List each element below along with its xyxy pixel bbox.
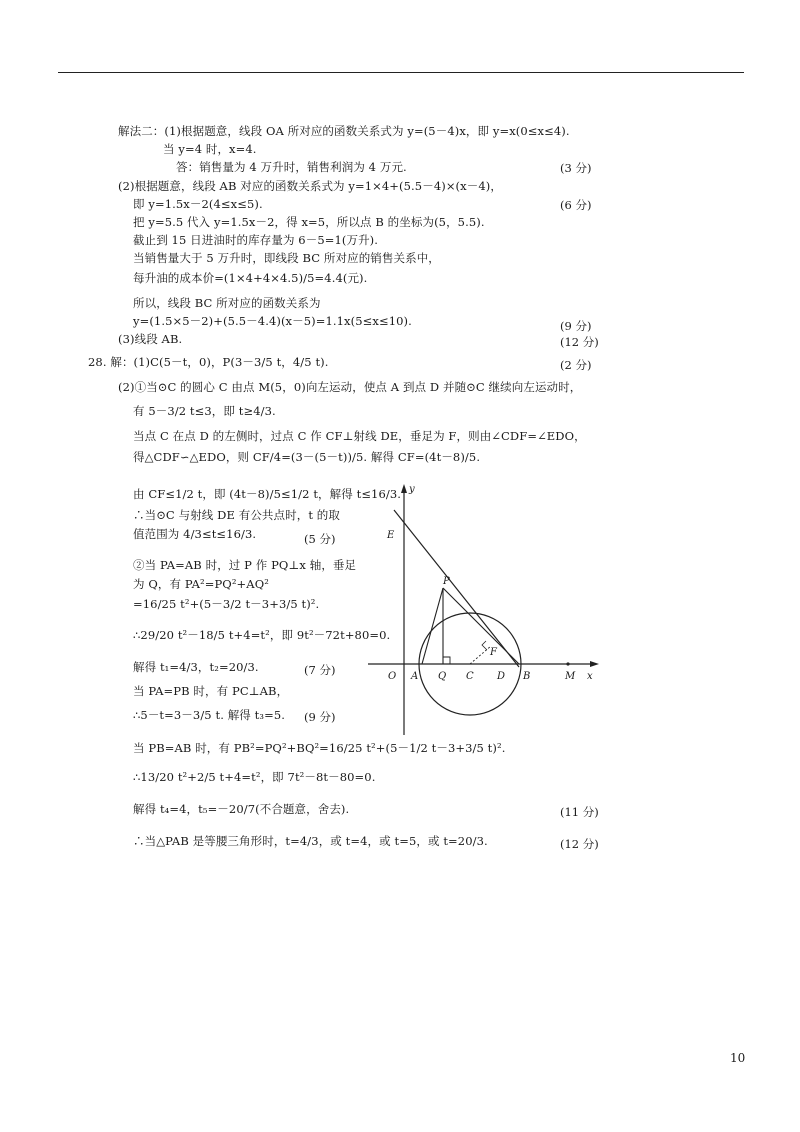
- line-11: y=(1.5×5－2)+(5.5－4.4)(x－5)=1.1x(5≤x≤10).: [133, 314, 412, 328]
- line-29: ∴13/20 t²+2/5 t+4=t²，即 7t²－8t－80=0.: [133, 770, 376, 784]
- line-14: (2)①当⊙C 的圆心 C 由点 M(5，0)向左运动，使点 A 到点 D 并随⊙C 继续向左运动时，: [118, 380, 582, 394]
- score-3: (9 分): [560, 319, 592, 333]
- line-10: 所以，线段 BC 所对应的函数关系为: [133, 296, 321, 310]
- line-9: 每升油的成本价=(1×4+4×4.5)/5=4.4(元).: [133, 271, 368, 285]
- line-2: 当 y=4 时，x=4.: [163, 142, 257, 156]
- segment-PB: [443, 588, 519, 664]
- score-7: (7 分): [304, 663, 336, 677]
- line-17: 得△CDF∽△EDO，则 CF/4=(3－(5－t))/5. 解得 CF=(4t－8)/5.: [133, 450, 481, 464]
- line-6: 把 y=5.5 代入 y=1.5x－2，得 x=5，所以点 B 的坐标为(5，5.5).: [133, 215, 485, 229]
- line-DE: [394, 510, 519, 667]
- line-8: 当销售量大于 5 万升时，即线段 BC 所对应的销售关系中，: [133, 251, 440, 265]
- line-24: ∴29/20 t²－18/5 t+4=t²，即 9t²－72t+80=0.: [133, 628, 391, 642]
- page-number: 10: [730, 1051, 746, 1065]
- line-13: 28. 解：(1)C(5－t，0)，P(3－3/5 t，4/5 t).: [88, 355, 329, 369]
- label-P: P: [443, 576, 450, 587]
- line-23: =16/25 t²+(5－3/2 t－3+3/5 t)².: [133, 597, 320, 611]
- line-26: 当 PA=PB 时，有 PC⊥AB，: [133, 684, 289, 698]
- score-6: (5 分): [304, 532, 336, 546]
- label-O: O: [388, 671, 397, 682]
- line-28: 当 PB=AB 时，有 PB²=PQ²+BQ²=16/25 t²+(5－1/2 t－3+3/5 t)².: [133, 741, 506, 755]
- label-C: C: [466, 671, 474, 682]
- line-30: 解得 t₄=4，t₅=－20/7(不合题意，舍去).: [133, 802, 350, 816]
- line-20: 值范围为 4/3≤t≤16/3.: [133, 527, 257, 541]
- segment-PA: [422, 588, 443, 664]
- score-5: (2 分): [560, 358, 592, 372]
- line-22: 为 Q，有 PA²=PQ²+AQ²: [133, 577, 269, 591]
- score-8: (9 分): [304, 710, 336, 724]
- line-3: 答：销售量为 4 万升时，销售利润为 4 万元.: [176, 160, 407, 174]
- y-axis-arrow: [401, 484, 407, 493]
- line-18: 由 CF≤1/2 t，即 (4t－8)/5≤1/2 t，解得 t≤16/3.: [133, 487, 402, 501]
- score-10: (12 分): [560, 837, 599, 851]
- line-19: ∴当⊙C 与射线 DE 有公共点时，t 的取: [133, 508, 340, 522]
- segment-CF: [470, 646, 491, 664]
- line-4: (2)根据题意，线段 AB 对应的函数关系式为 y=1×4+(5.5－4)×(x－4)，: [118, 179, 502, 193]
- line-12: (3)线段 AB.: [118, 332, 183, 346]
- right-angle-F: [482, 641, 487, 650]
- label-x: x: [587, 671, 593, 682]
- line-1: 解法二：(1)根据题意，线段 OA 所对应的函数关系式为 y=(5－4)x，即 y=x(0≤x≤4).: [118, 124, 570, 138]
- label-M: M: [565, 671, 576, 682]
- label-F: F: [490, 647, 497, 658]
- score-1: (3 分): [560, 161, 592, 175]
- label-E: E: [387, 530, 395, 541]
- line-25: 解得 t₁=4/3，t₂=20/3.: [133, 660, 259, 674]
- label-y: y: [409, 484, 415, 495]
- score-2: (6 分): [560, 198, 592, 212]
- line-21: ②当 PA=AB 时，过 P 作 PQ⊥x 轴，垂足: [133, 558, 357, 572]
- label-A: A: [411, 671, 419, 682]
- label-Q: Q: [438, 671, 447, 682]
- score-9: (11 分): [560, 805, 599, 819]
- line-31: ∴当△PAB 是等腰三角形时，t=4/3，或 t=4，或 t=5，或 t=20/3.: [133, 834, 488, 848]
- line-16: 当点 C 在点 D 的左侧时，过点 C 作 CF⊥射线 DE，垂足为 F，则由∠CDF=∠EDO，: [133, 429, 586, 443]
- line-7: 截止到 15 日进油时的库存量为 6－5=1(万升).: [133, 233, 379, 247]
- point-M: [566, 662, 569, 665]
- x-axis-arrow: [590, 661, 599, 667]
- line-15: 有 5－3/2 t≤3，即 t≥4/3.: [133, 404, 276, 418]
- right-angle-Q: [443, 657, 450, 664]
- line-5: 即 y=1.5x－2(4≤x≤5).: [133, 197, 263, 211]
- score-4: (12 分): [560, 335, 599, 349]
- line-27: ∴5－t=3－3/5 t. 解得 t₃=5.: [133, 708, 285, 722]
- label-D: D: [497, 671, 506, 682]
- label-B: B: [523, 671, 531, 682]
